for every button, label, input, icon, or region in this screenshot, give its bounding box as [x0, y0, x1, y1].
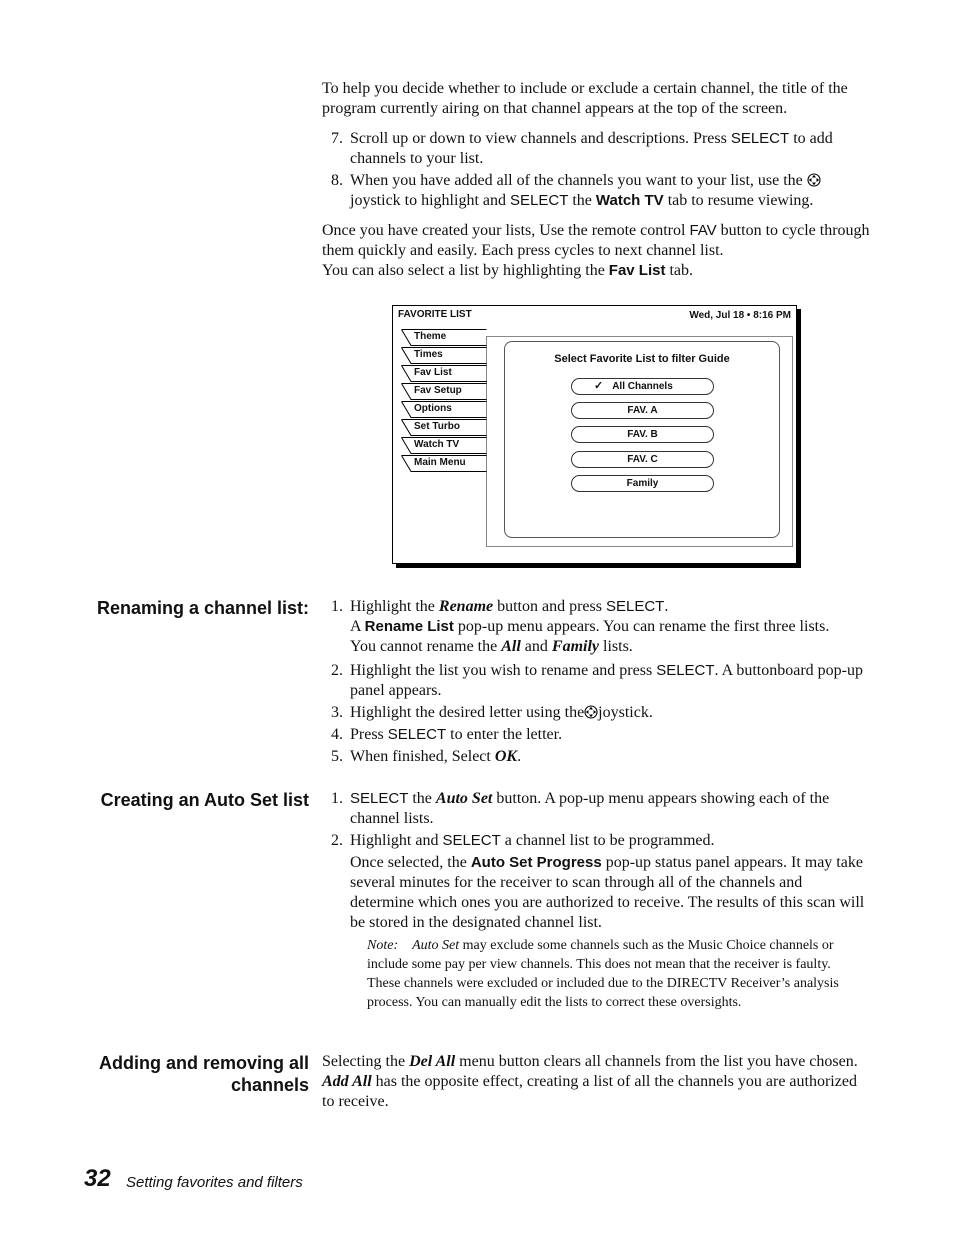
- option-fav-b[interactable]: FAV. B: [571, 426, 714, 443]
- tab-main-menu[interactable]: Main Menu: [401, 455, 487, 472]
- watch-tv-label: Watch TV: [595, 192, 664, 209]
- favorite-list-screen: [392, 305, 797, 564]
- screen-title: FAVORITE LIST: [398, 309, 472, 320]
- check-icon: ✓: [594, 380, 604, 392]
- fav-list-label: Fav List: [608, 262, 666, 279]
- tab-theme[interactable]: Theme: [401, 329, 487, 346]
- autoset-heading: Creating an Auto Set list: [100, 790, 309, 810]
- option-all-channels[interactable]: ✓ All Channels: [571, 378, 714, 395]
- tab-set-turbo[interactable]: Set Turbo: [401, 419, 487, 436]
- step-7: [322, 129, 870, 169]
- tab-fav-list[interactable]: Fav List: [401, 365, 487, 382]
- rename-step-3: 3. Highlight the desired letter using the joystick.: [331, 704, 653, 721]
- tab-fav-setup[interactable]: Fav Setup: [401, 383, 487, 400]
- rename-step-4: 4. Press SELECT to enter the letter.: [331, 726, 563, 743]
- rename-step-1: 1. Highlight the Rename button and press SELECT. A Rename List pop-up menu appears. You can rename the first three lists. You cannot rename the All and Family lists.: [331, 598, 830, 655]
- tab-times[interactable]: Times: [401, 347, 487, 364]
- joystick-icon: [584, 705, 598, 719]
- intro-paragraph: To help you decide whether to include or exclude a certain channel, the title of the program currently airing on that channel appears at the top of the screen.: [322, 80, 848, 117]
- select-keyword: SELECT: [510, 192, 569, 209]
- section-title: Setting favorites and filters: [126, 1174, 303, 1191]
- autoset-step-1: 1. SELECT the Auto Set button. A pop-up menu appears showing each of the channel lists.: [331, 790, 830, 827]
- filter-panel-title: Select Favorite List to filter Guide: [554, 353, 730, 365]
- step-8: [322, 171, 870, 211]
- adding-heading: Adding and removing all channels: [98, 1053, 309, 1095]
- fav-paragraph: Once you have created your lists, Use the remote control FAV button to cycle through them quickly and easily. Each press cycles to next channel list. You can also select a list by highlighting the Fav List tab.: [322, 222, 870, 279]
- select-keyword: SELECT: [730, 130, 790, 147]
- step-text: When you have added all of the channels you want to your list, use the joystick to highlight and SELECT the Watch TV tab to resume viewing.: [350, 171, 870, 211]
- page-number: 32: [84, 1165, 111, 1192]
- autoset-note: Note: Auto Set may exclude some channels such as the Music Choice channels or include some pay per view channels. This does not mean that the receiver is faulty. These channels were excluded or included due to the DIRECTV Receiver’s analysis process. You can manually edit the lists to correct these oversights.: [367, 938, 839, 1010]
- tab-options[interactable]: Options: [401, 401, 487, 418]
- option-fav-a[interactable]: FAV. A: [571, 402, 714, 419]
- autoset-step-2: 2. Highlight and SELECT a channel list to be programmed.: [331, 832, 715, 849]
- step-number: 7.: [331, 130, 343, 147]
- joystick-icon: [807, 173, 821, 187]
- tab-watch-tv[interactable]: Watch TV: [401, 437, 487, 454]
- fav-keyword: FAV: [689, 222, 717, 239]
- renaming-heading: Renaming a channel list:: [96, 598, 309, 618]
- rename-step-2: 2. Highlight the list you wish to rename and press SELECT. A buttonboard pop-up panel appears.: [331, 662, 863, 699]
- autoset-detail: Once selected, the Auto Set Progress pop-up status panel appears. It may take several minutes for the receiver to scan through all of the channels and determine which ones you are authorized to receive. The results of this scan will be stored in the designated channel list.: [350, 854, 865, 931]
- rename-step-5: 5. When finished, Select OK.: [331, 748, 522, 765]
- adding-paragraph: Selecting the Del All menu button clears all channels from the list you have chosen. Add All has the opposite effect, creating a list of all the channels you are authorized to receive.: [322, 1053, 858, 1110]
- step-number: 8.: [331, 172, 343, 189]
- option-fav-c[interactable]: FAV. C: [571, 451, 714, 468]
- step-text: Scroll up or down to view channels and descriptions. Press SELECT to add channels to your list.: [350, 130, 833, 167]
- option-family[interactable]: Family: [571, 475, 714, 492]
- screen-datetime: Wed, Jul 18 • 8:16 PM: [689, 310, 791, 321]
